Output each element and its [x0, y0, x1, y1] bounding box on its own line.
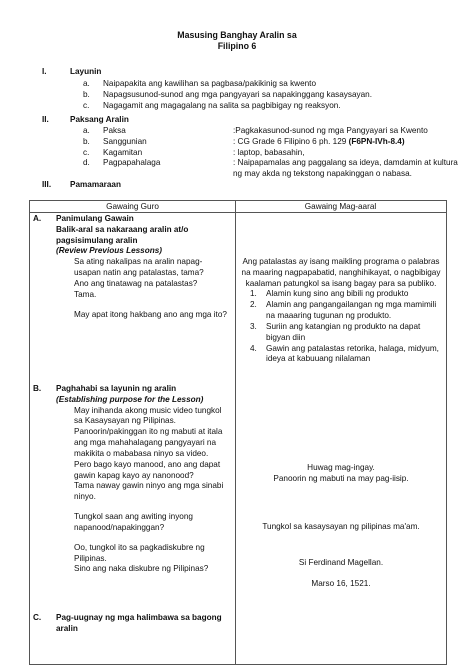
document-title: Masusing Banghay Aralin sa — [177, 30, 297, 40]
paksa-letter: b. — [83, 136, 90, 146]
list-item — [236, 344, 446, 366]
activity-subtitle: Balik-aral sa nakaraang aralin at/o — [56, 224, 189, 234]
objective-text: Napagsusunod-sunod ang mga pangyayari sa napakinggang kasaysayan. — [103, 89, 373, 99]
student-activity-a — [236, 257, 446, 365]
paksa-value: : Naipapamalas ang paggalang sa ideya, damdamin at kultura ng may akda ng tekstong napakinggan o nabasa. — [233, 158, 458, 179]
student-answer: Ang patalastas ay isang maikling programa o palabras na maaring nagpapabatid, nanghihikayat, o nagbibigay kaalaman patungkol sa isang bagay para sa publiko. — [241, 257, 441, 288]
list-item — [236, 322, 446, 344]
list-item — [236, 300, 446, 322]
student-answer: Tungkol sa kasaysayan ng pilipinas ma'am. — [262, 522, 420, 531]
section-paksang-aralin — [42, 115, 129, 126]
column-header-gawaing-guro: Gawaing Guro — [30, 201, 236, 213]
section-layunin — [42, 67, 101, 78]
activity-subtitle-english: (Establishing purpose for the Lesson) — [56, 394, 204, 404]
section-number: III. — [42, 180, 52, 189]
teacher-line: Tungkol saan ang awiting inyong napanood/napakinggan? — [74, 512, 193, 532]
activity-heading — [30, 214, 235, 225]
step-text: Suriin ang katangian ng produkto na dapat bigyan diin — [266, 321, 421, 342]
section-label: Layunin — [70, 67, 102, 76]
student-answer: Panoorin ng mabuti na may pag-iisip. — [273, 473, 409, 483]
document-header — [0, 30, 474, 53]
student-answer: Si Ferdinand Magellan. — [298, 558, 384, 567]
objectives-list — [83, 79, 453, 111]
student-answer: Huwag mag-ingay. — [307, 463, 375, 472]
activity-letter: A. — [33, 214, 42, 223]
teacher-line: Oo, tungkol ito sa pagkadiskubre ng Pilipinas. — [74, 542, 205, 563]
teacher-line: May inihanda akong music video tungkol sa Kasaysayan ng Pilipinas. — [74, 405, 222, 426]
teacher-activity-b — [30, 384, 235, 575]
objective-text: Naipapakita ang kawilihan sa pagbasa/pakikinig sa kwento — [103, 79, 317, 88]
paksa-item — [83, 148, 458, 159]
activity-title: Pag-uugnay ng mga halimbawa sa bagong — [56, 613, 222, 622]
column-header-gawaing-mag-aaral: Gawaing Mag-aaral — [235, 201, 446, 213]
teacher-activity-c — [30, 613, 235, 635]
paksa-value: : laptop, babasahin, — [233, 147, 305, 157]
objective-item — [83, 79, 453, 90]
section-label: Pamamaraan — [70, 180, 121, 189]
objective-letter: c. — [83, 100, 90, 110]
activity-subtitle-english: (Review Previous Lessons) — [56, 246, 163, 256]
paksa-item — [83, 126, 458, 137]
section-number: II. — [42, 115, 49, 124]
paksa-letter: a. — [83, 126, 90, 135]
teacher-line: May apat itong hakbang ano ang mga ito? — [74, 309, 227, 319]
procedure-table — [29, 200, 447, 665]
teacher-line: Pero bago kayo manood, ano ang dapat gawin kapag kayo ay nanonood? — [74, 459, 221, 480]
objective-letter: a. — [83, 79, 90, 88]
student-activity-b-2 — [236, 522, 446, 533]
step-text: Gawin ang patalastas retorika, halaga, midyum, ideya at kabuuang nilalaman — [266, 343, 439, 364]
paksa-key: Sanggunian — [103, 136, 147, 146]
activity-letter: C. — [33, 613, 42, 622]
activity-title: Panimulang Gawain — [56, 214, 134, 223]
student-activity-b — [236, 463, 446, 485]
step-number: 1. — [250, 289, 257, 299]
paksa-list — [83, 126, 458, 180]
paksa-key: Paksa — [103, 126, 126, 135]
section-label: Paksang Aralin — [70, 115, 129, 124]
list-item — [236, 289, 446, 300]
student-activity-b-4 — [236, 579, 446, 590]
objective-letter: b. — [83, 89, 90, 99]
paksa-key: Pagpapahalaga — [103, 158, 161, 168]
teacher-line: Tama. — [74, 289, 97, 299]
teacher-line: Tama naway gawin ninyo ang mga sinabi ninyo. — [74, 481, 224, 502]
competency-code: (F6PN-IVh-8.4) — [348, 136, 405, 146]
step-text: Alamin ang pangangailangan ng mga mamimili na maaaring tugunan ng produkto. — [266, 300, 437, 321]
objective-item — [83, 90, 453, 101]
section-pamamaraan — [42, 180, 121, 191]
paksa-value: : CG Grade 6 Filipino 6 ph. 129 — [233, 136, 349, 146]
paksa-key: Kagamitan — [103, 147, 143, 157]
objective-item — [83, 101, 453, 112]
paksa-value: :Pagkakasunod-sunod ng mga Pangyayari sa Kwento — [233, 126, 428, 135]
activity-letter: B. — [33, 384, 42, 393]
step-number: 2. — [250, 300, 257, 310]
step-number: 4. — [250, 343, 257, 353]
student-activity-b-3 — [236, 558, 446, 569]
step-text: Alamin kung sino ang bibili ng produkto — [266, 289, 409, 299]
section-number: I. — [42, 67, 47, 76]
step-number: 3. — [250, 321, 257, 331]
teacher-line: Ano ang tinatawag na patalastas? — [74, 278, 198, 288]
activity-heading — [30, 384, 235, 395]
activity-heading — [30, 613, 235, 624]
patalastas-steps-list — [236, 289, 446, 365]
document-subtitle: Filipino 6 — [217, 41, 257, 52]
teacher-line: Sino ang naka diskubre ng Pilipinas? — [74, 564, 209, 574]
teacher-line: Panoorin/pakinggan ito ng mabuti at itala ang mga mahahalagang pangyayari na makikita o mababasa ninyo sa video. — [74, 427, 223, 458]
activity-subtitle: pagsisimulang aralin — [56, 235, 138, 245]
student-answer: Marso 16, 1521. — [311, 579, 371, 588]
objective-text: Nagagamit ang magagalang na salita sa pagbibigay ng reaksyon. — [103, 100, 341, 110]
activity-title: Paghahabi sa layunin ng aralin — [56, 384, 177, 393]
paksa-letter: d. — [83, 158, 90, 168]
paksa-item — [83, 137, 458, 148]
teacher-line: Sa ating nakalipas na aralin napag-usapan natin ang patalastas, tama? — [74, 257, 204, 278]
teacher-activity-a — [30, 214, 235, 320]
activity-title-continued: aralin — [56, 623, 78, 633]
paksa-item — [83, 158, 458, 180]
paksa-letter: c. — [83, 147, 90, 157]
